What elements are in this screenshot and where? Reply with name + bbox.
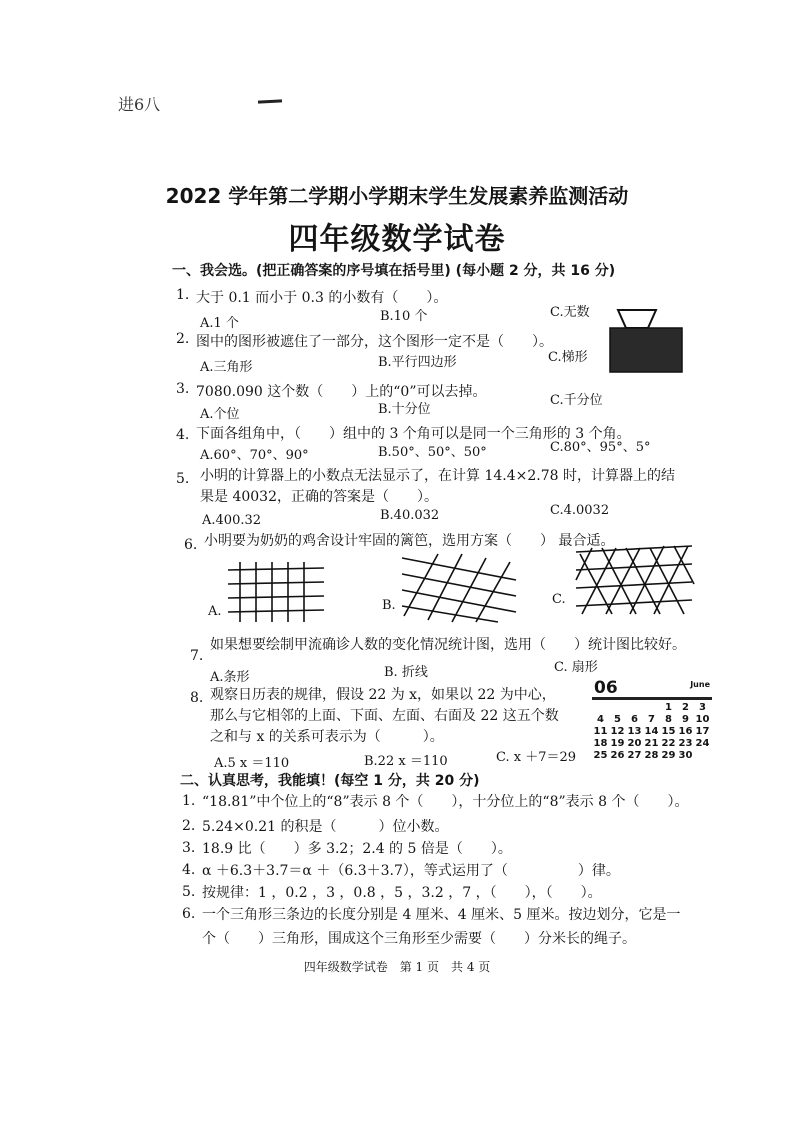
calendar-day: 25 [593, 750, 608, 761]
q3-number: 3. [176, 381, 190, 397]
calendar-day: 13 [627, 726, 642, 737]
calendar-day: 19 [610, 738, 625, 749]
q1-option-a: A.1 个 [200, 316, 239, 331]
calendar-day [609, 702, 626, 714]
s2-q1-text: “18.81”中个位上的“8”表示 8 个（ ），十分位上的“8”表示 8 个（ ）。 [202, 794, 689, 810]
s2-q2-text: 5.24×0.21 的积是（ ）位小数。 [202, 819, 449, 835]
calendar-day: 12 [610, 726, 625, 737]
q7-text: 如果想要绘制甲流确诊人数的变化情况统计图，选用（ ）统计图比较好。 [210, 637, 686, 653]
s2-q5-number: 5. [182, 884, 196, 900]
calendar-day: 23 [678, 738, 693, 749]
calendar-day: 9 [682, 714, 689, 725]
calendar-day: 6 [631, 714, 638, 725]
q1-option-c: C.无数 [550, 305, 590, 320]
s2-q3-number: 3. [182, 840, 196, 856]
calendar-day: 8 [665, 714, 672, 725]
q1-number: 1. [176, 287, 190, 303]
q3-option-b: B.十分位 [378, 402, 431, 417]
q4-number: 4. [176, 427, 190, 443]
q4-option-c: C.80°、95°、5° [550, 440, 651, 455]
calendar-day: 21 [644, 738, 659, 749]
q8-option-b: B.22 x ＝110 [364, 754, 448, 769]
q1-option-b: B.10 个 [380, 309, 428, 324]
q3-option-c: C.千分位 [550, 393, 603, 408]
q7-option-a: A.条形 [210, 670, 250, 685]
q2-option-b: B.平行四边形 [378, 355, 457, 370]
q2-text: 图中的图形被遮住了一部分，这个图形一定不是（ ）。 [196, 334, 553, 350]
q6-option-a: A. [208, 604, 222, 619]
q8-text-line3: 之和与 x 的关系可表示为（ ）。 [210, 729, 444, 745]
q5-text-line1: 小明的计算器上的小数点无法显示了，在计算 14.4×2.78 时，计算器上的结 [200, 468, 675, 484]
q2-hidden-shape-figure [608, 308, 684, 374]
calendar-day: 2 [682, 702, 689, 713]
calendar-day: 5 [614, 714, 621, 725]
q2-option-a: A.三角形 [200, 360, 253, 375]
q4-option-a: A.60°、70°、90° [200, 448, 309, 463]
q6-fence-rhombus-grid [398, 552, 518, 622]
q2-option-c: C.梯形 [548, 350, 588, 365]
q6-option-b: B. [382, 598, 396, 613]
page-footer: 四年级数学试卷 第 1 页 共 4 页 [303, 960, 491, 974]
q8-number: 8. [190, 690, 204, 706]
section-2-heading: 二、认真思考，我能填！(每空 1 分，共 20 分) [180, 773, 480, 789]
q7-number: 7. [190, 648, 204, 664]
calendar-day [643, 702, 660, 714]
calendar-day: 28 [644, 750, 659, 761]
calendar-day: 16 [678, 726, 693, 737]
s2-q5-text: 按规律：1 ，0.2 ，3 ，0.8 ，5 ，3.2 ，7 ，（ ），（ ）。 [202, 885, 602, 901]
calendar-day [694, 750, 711, 762]
calendar-day [626, 702, 643, 714]
calendar-month-number: 06 [594, 678, 618, 698]
exam-title: 四年级数学试卷 [288, 222, 506, 257]
calendar-day: 18 [593, 738, 608, 749]
calendar-day: 11 [593, 726, 608, 737]
s2-q4-number: 4. [182, 862, 196, 878]
q8-text-line2: 那么与它相邻的上面、下面、左面、右面及 22 这五个数 [210, 708, 559, 724]
calendar-day: 30 [678, 750, 693, 761]
q6-fence-triangle-grid [572, 544, 696, 616]
q5-option-b: B.40.032 [380, 508, 440, 523]
calendar-day: 27 [627, 750, 642, 761]
calendar-day: 4 [597, 714, 604, 725]
header-scribble: 进6八 [118, 95, 161, 114]
header-dash [258, 99, 282, 103]
s2-q6-text-line2: 个（ ）三角形，围成这个三角形至少需要（ ）分米长的绳子。 [202, 931, 636, 947]
q5-option-c: C.4.0032 [550, 503, 610, 518]
q7-option-c: C. 扇形 [554, 660, 598, 675]
calendar-day: 17 [695, 726, 710, 737]
q8-option-a: A.5 x ＝110 [214, 756, 290, 771]
calendar-day: 26 [610, 750, 625, 761]
calendar-day: 14 [644, 726, 659, 737]
calendar-day: 1 [665, 702, 672, 713]
q4-option-b: B.50°、50°、50° [378, 445, 487, 460]
calendar-day: 3 [699, 702, 706, 713]
calendar-day: 7 [648, 714, 655, 725]
q6-option-c: C. [552, 592, 566, 607]
calendar-day: 15 [661, 726, 676, 737]
exam-subtitle: 2022 学年第二学期小学期末学生发展素养监测活动 [165, 184, 629, 208]
q6-number: 6. [184, 537, 198, 553]
q8-text-line1: 观察日历表的规律，假设 22 为 x，如果以 22 为中心， [210, 687, 556, 703]
calendar-grid [592, 702, 712, 762]
june-calendar [592, 678, 712, 762]
q4-text: 下面各组角中，（ ）组中的 3 个角可以是同一个三角形的 3 个角。 [196, 426, 631, 442]
q6-text: 小明要为奶奶的鸡舍设计牢固的篱笆，选用方案（ ） 最合适。 [204, 533, 615, 549]
q5-text-line2: 果是 40032，正确的答案是（ ）。 [200, 489, 438, 505]
q5-option-a: A.400.32 [202, 513, 262, 528]
q2-number: 2. [176, 331, 190, 347]
s2-q3-text: 18.9 比（ ）多 3.2；2.4 的 5 倍是（ ）。 [202, 841, 512, 857]
q7-option-b: B. 折线 [384, 665, 428, 680]
calendar-day: 10 [695, 714, 710, 725]
q8-option-c: C. x ＋7＝29 [496, 750, 577, 765]
s2-q4-text: α ＋6.3＋3.7＝α ＋（6.3＋3.7），等式运用了（ ）律。 [202, 863, 620, 879]
calendar-day: 29 [661, 750, 676, 761]
s2-q6-number: 6. [182, 906, 196, 922]
q1-text: 大于 0.1 而小于 0.3 的小数有（ ）。 [196, 290, 448, 306]
q3-text: 7080.090 这个数（ ）上的“0”可以去掉。 [196, 384, 487, 400]
calendar-month-name: June [690, 680, 710, 689]
calendar-day: 20 [627, 738, 642, 749]
calendar-day [592, 702, 609, 714]
section-1-heading: 一、我会选。(把正确答案的序号填在括号里) (每小题 2 分，共 16 分) [172, 263, 616, 279]
s2-q1-number: 1. [182, 793, 196, 809]
q5-number: 5. [176, 471, 190, 487]
s2-q6-text-line1: 一个三角形三条边的长度分别是 4 厘米、4 厘米、5 厘米。按边划分，它是一 [202, 907, 681, 923]
q3-option-a: A.个位 [200, 407, 240, 422]
calendar-day: 22 [661, 738, 676, 749]
calendar-day: 24 [695, 738, 710, 749]
s2-q2-number: 2. [182, 818, 196, 834]
q6-fence-square-grid [226, 560, 326, 624]
